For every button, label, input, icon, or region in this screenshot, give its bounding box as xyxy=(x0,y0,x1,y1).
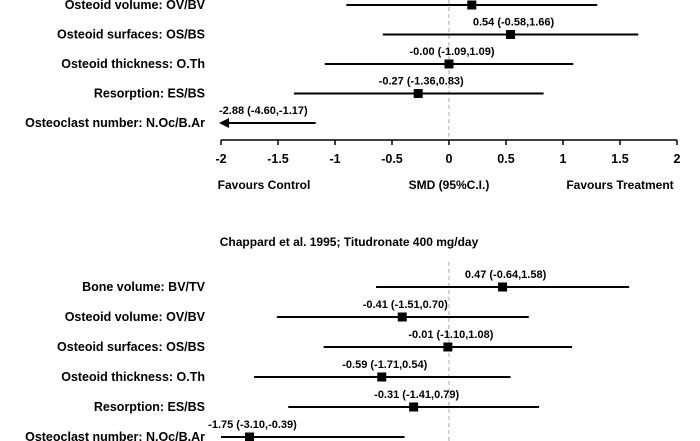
point-estimate-marker xyxy=(467,1,476,10)
x-tick-label: -1 xyxy=(329,152,341,166)
x-tick-label: 1 xyxy=(559,152,567,166)
estimate-label: -0.27 (-1.36,0.83) xyxy=(378,75,464,88)
row-label: Osteoid volume: OV/BV xyxy=(64,0,205,12)
estimate-label: -2.88 (-4.60,-1.17) xyxy=(219,105,308,117)
point-estimate-marker xyxy=(377,373,386,382)
favours-treatment-label: Favours Treatment xyxy=(566,178,674,192)
estimate-label: 0.47 (-0.64,1.58) xyxy=(464,269,547,281)
estimate-label: -1.75 (-3.10,-0.39) xyxy=(208,419,297,431)
favours-control-label: Favours Control xyxy=(217,178,311,192)
panel-title: Chappard et al. 1995; Titudronate 400 mg/day xyxy=(219,235,479,249)
x-axis-title: SMD (95%C.I.) xyxy=(408,178,490,192)
point-estimate-marker xyxy=(506,30,515,39)
point-estimate-marker xyxy=(414,89,423,98)
estimate-label: -0.41 (-1.51,0.70) xyxy=(362,299,448,311)
point-estimate-marker xyxy=(409,403,418,412)
estimate-label: 0.54 (-0.58,1.66) xyxy=(472,16,555,29)
forest-plot-panel-1 xyxy=(25,0,680,192)
point-estimate-marker xyxy=(445,60,454,69)
estimate-label: -0.59 (-1.71,0.54) xyxy=(342,359,428,371)
point-estimate-marker xyxy=(245,433,254,441)
row-label: Osteoclast number: N.Oc/B.Ar xyxy=(25,116,205,130)
x-tick-label: -1.5 xyxy=(267,152,289,166)
row-label: Resorption: ES/BS xyxy=(93,400,205,414)
row-label: Osteoid surfaces: OS/BS xyxy=(57,340,205,354)
x-tick-label: 0.5 xyxy=(497,152,515,166)
row-label: Osteoclast number: N.Oc/B.Ar xyxy=(25,430,205,441)
estimate-label: -0.01 (-1.10,1.08) xyxy=(408,329,494,341)
estimate-label: -0.00 (-1.09,1.09) xyxy=(409,46,495,58)
point-estimate-marker xyxy=(398,313,407,322)
row-label: Bone volume: BV/TV xyxy=(82,280,205,294)
row-label: Osteoid thickness: O.Th xyxy=(61,57,205,71)
x-tick-label: -0.5 xyxy=(381,152,403,166)
row-label: Osteoid thickness: O.Th xyxy=(61,370,205,384)
x-tick-label: 1.5 xyxy=(611,152,629,166)
row-label: Resorption: ES/BS xyxy=(93,86,205,101)
point-estimate-marker xyxy=(443,343,452,352)
x-tick-label: 2 xyxy=(673,152,681,166)
forest-plot-panel-2 xyxy=(25,235,629,441)
estimate-label: -0.31 (-1.41,0.79) xyxy=(374,389,460,401)
x-tick-label: 0 xyxy=(445,152,453,166)
row-label: Osteoid volume: OV/BV xyxy=(64,310,205,324)
x-tick-label: -2 xyxy=(215,152,227,166)
row-label: Osteoid surfaces: OS/BS xyxy=(57,27,205,42)
point-estimate-marker xyxy=(498,283,507,292)
